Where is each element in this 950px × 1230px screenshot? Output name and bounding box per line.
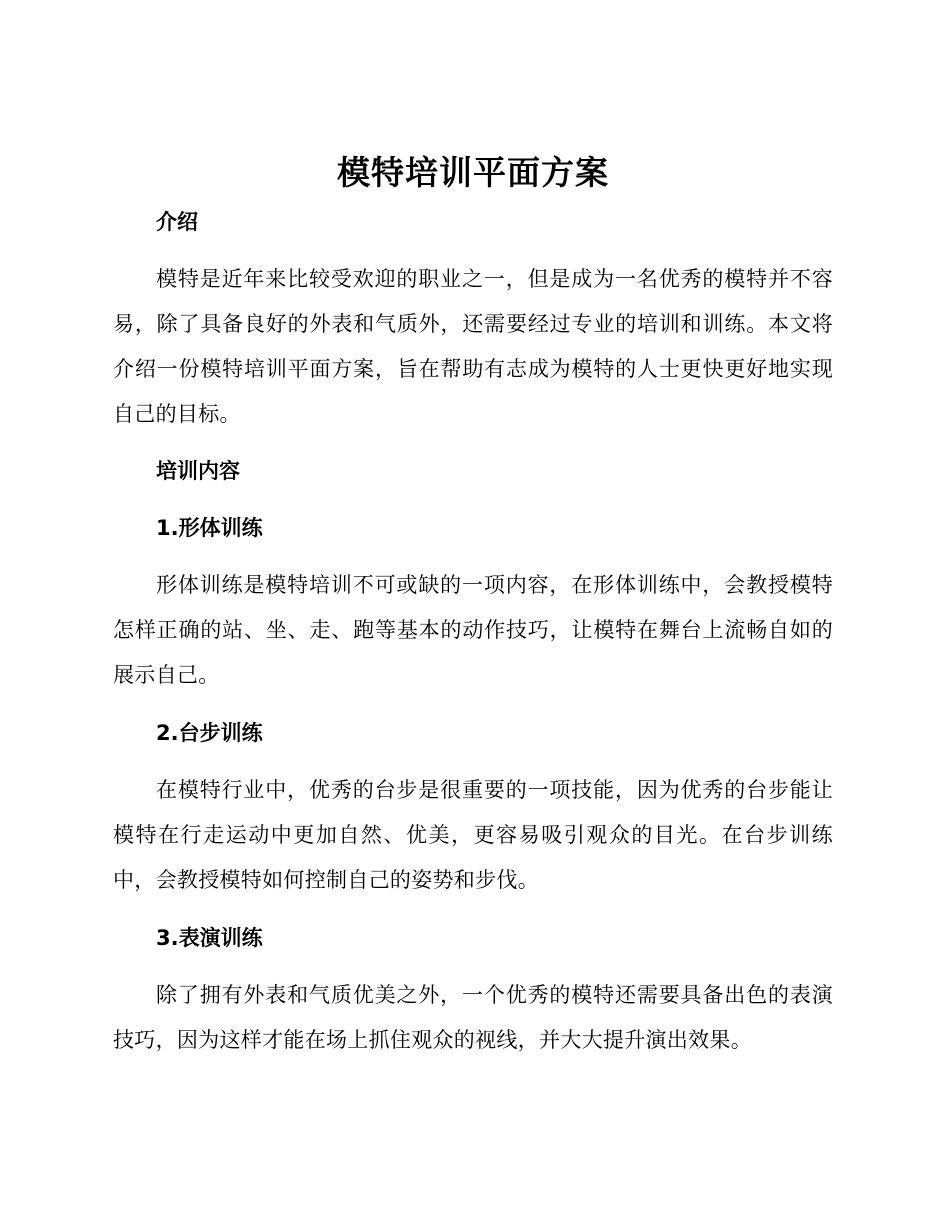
section-heading-content: 培训内容 (156, 459, 240, 483)
intro-paragraph: 模特是近年来比较受欢迎的职业之一，但是成为一名优秀的模特并不容易，除了具备良好的外表和气质外，还需要经过专业的培训和训练。本文将介绍一份模特培训平面方案，旨在帮助有志成为模特的人士更快更好地实现自己的目标。 (113, 267, 833, 426)
section-heading-catwalk-training: 2.台步训练 (156, 721, 263, 745)
catwalk-training-paragraph: 在模特行业中，优秀的台步是很重要的一项技能，因为优秀的台步能让模特在行走运动中更加自然、优美，更容易吸引观众的目光。在台步训练中，会教授模特如何控制自己的姿势和步伐。 (113, 778, 833, 892)
section-heading-intro: 介绍 (156, 210, 198, 234)
section-heading-body-training: 1.形体训练 (156, 516, 263, 540)
page-title: 模特培训平面方案 (337, 153, 609, 192)
body-training-paragraph: 形体训练是模特培训不可或缺的一项内容，在形体训练中，会教授模特怎样正确的站、坐、走、跑等基本的动作技巧，让模特在舞台上流畅自如的展示自己。 (113, 573, 833, 687)
performance-training-paragraph: 除了拥有外表和气质优美之外，一个优秀的模特还需要具备出色的表演技巧，因为这样才能在场上抓住观众的视线，并大大提升演出效果。 (113, 983, 833, 1052)
section-heading-performance-training: 3.表演训练 (156, 926, 263, 950)
